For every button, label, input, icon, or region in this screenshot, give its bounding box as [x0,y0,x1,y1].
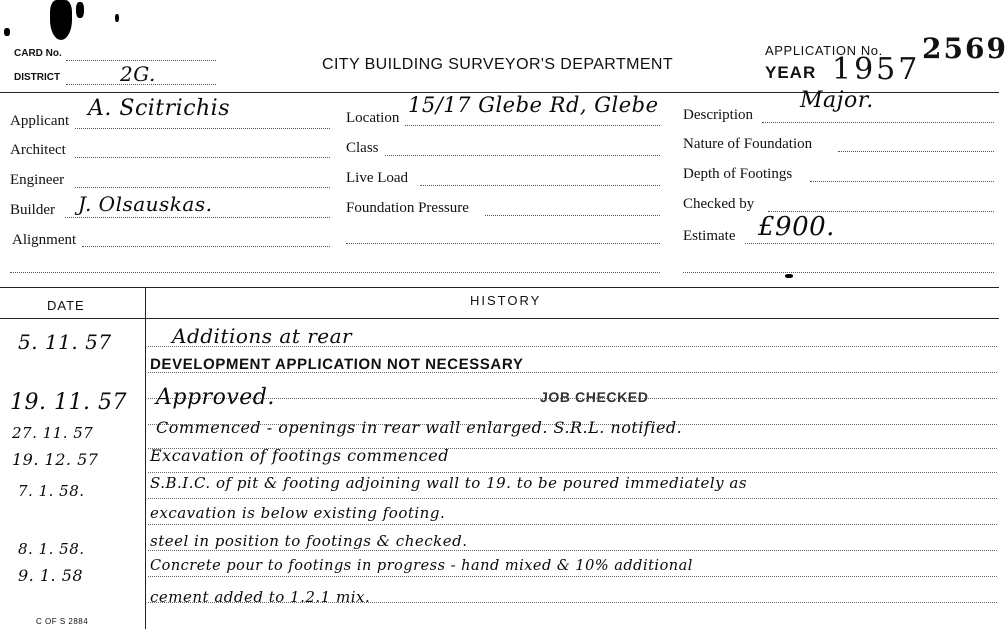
history-date: 9. 1. 58 [18,566,84,585]
form-code: C OF S 2884 [36,617,89,626]
col3-extra-line [683,272,994,273]
depth-of-footings-label: Depth of Footings [683,166,793,182]
ink-blot [4,28,10,36]
history-entry: Approved. [156,385,275,410]
history-date: 27. 11. 57 [12,424,94,442]
live-load-line [420,185,660,186]
foundation-pressure-line [485,215,660,216]
ink-blot [50,0,72,40]
stamp-job-checked: JOB CHECKED [539,389,649,405]
estimate-line [745,243,994,244]
depth-of-footings-line [810,181,994,182]
foundation-pressure-label: Foundation Pressure [346,200,469,216]
builder-label: Builder [10,202,55,218]
applicant-label: Applicant [10,113,70,129]
department-title: CITY BUILDING SURVEYOR'S DEPARTMENT [322,56,674,73]
location-line [405,125,660,126]
col2-extra-line [346,243,660,244]
history-entry: S.B.I.C. of pit & footing adjoining wall to 19. to be poured immediately as [150,474,748,492]
estimate-value: £900. [758,212,835,242]
description-value: Major. [800,88,874,113]
history-entry: Concrete pour to footings in progress - hand mixed & 10% additional [150,558,693,574]
district-value: 2G. [120,62,156,86]
history-entry: Additions at rear [172,324,353,348]
ruled-line [148,524,997,525]
card-no-label: CARD No. [14,48,62,59]
description-label: Description [683,107,753,123]
ink-blot [115,14,119,22]
builder-value: J. Olsauskas. [78,192,213,216]
history-entry: steel in position to footings & checked. [150,532,468,550]
history-entry: Excavation of footings commenced [150,446,449,465]
history-entry-continued: excavation is below existing footing. [150,504,446,522]
history-header-divider [0,318,999,319]
ink-blot [76,2,84,18]
live-load-label: Live Load [346,170,409,186]
class-line [385,155,660,156]
ink-dot [785,274,793,278]
history-date: 19. 12. 57 [12,450,99,469]
history-date: 19. 11. 57 [10,390,127,415]
history-date: 8. 1. 58. [18,540,85,558]
date-header: DATE [47,298,85,313]
ruled-line [148,472,997,473]
history-top-border [0,287,999,288]
district-label: DISTRICT [14,72,61,83]
architect-label: Architect [10,142,66,158]
year-value: 1957 [832,52,921,87]
history-entry-continued: cement added to 1.2.1 mix. [150,588,371,606]
location-value: 15/17 Glebe Rd, Glebe [408,93,659,117]
estimate-label: Estimate [683,228,736,244]
checked-by-label: Checked by [683,196,755,212]
year-label: YEAR [765,63,817,82]
ruled-line [148,550,997,551]
class-label: Class [346,140,379,156]
application-no-value: 2569 [922,32,1008,65]
application-no-label: APPLICATION No. [765,43,883,58]
history-entry: Commenced - openings in rear wall enlarged. S.R.L. notified. [156,418,683,437]
date-column-divider [145,287,146,629]
ruled-line [148,498,997,499]
location-label: Location [346,110,400,126]
description-line [762,122,994,123]
engineer-label: Engineer [10,172,65,188]
nature-of-foundation-label: Nature of Foundation [683,136,813,152]
alignment-line [82,246,330,247]
history-header: HISTORY [470,293,542,308]
nature-of-foundation-line [838,151,994,152]
card-no-line [66,60,216,61]
history-date: 7. 1. 58. [18,482,85,500]
stamp-development-application: DEVELOPMENT APPLICATION NOT NECESSARY [149,356,524,373]
applicant-line [75,128,330,129]
alignment-label: Alignment [12,232,77,248]
ruled-line [148,576,997,577]
builder-line [65,217,330,218]
history-date: 5. 11. 57 [18,330,112,354]
applicant-value: A. Scitrichis [88,96,231,121]
engineer-line [75,187,330,188]
architect-line [75,157,330,158]
blank-line [10,272,660,273]
